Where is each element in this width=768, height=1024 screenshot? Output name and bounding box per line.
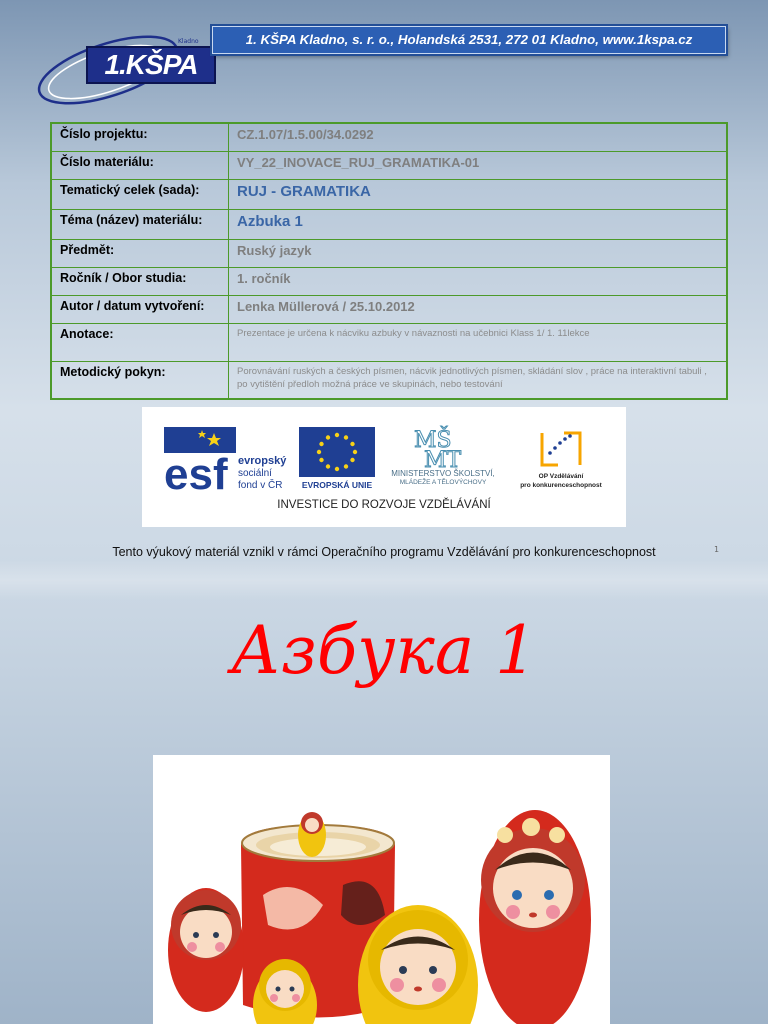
esf-logo-icon: [164, 427, 236, 491]
table-row: [51, 295, 727, 323]
svg-text:MŠ: MŠ: [414, 428, 452, 453]
table-row: [51, 323, 727, 361]
logo-text: 1.KŠPA: [86, 46, 216, 84]
esf-line1: evropský: [238, 455, 287, 467]
table-row: [51, 179, 727, 209]
row-value: Porovnávání ruských a českých písmen, nácvik jednotlivých písmen, skládání slov , práce na interaktivní tabuli , po vytištění předloh možná práce ve skupinách, nebo testování: [229, 361, 728, 399]
eu-label: EVROPSKÁ UNIE: [301, 480, 373, 490]
row-value: CZ.1.07/1.5.00/34.0292: [229, 123, 728, 151]
row-value: 1. ročník: [229, 267, 728, 295]
esf-line2: sociální: [238, 468, 272, 479]
row-label: Metodický pokyn:: [51, 361, 229, 399]
table-row: [51, 267, 727, 295]
header-contact: 1. KŠPA Kladno, s. r. o., Holandská 2531, 272 01 Kladno, www.1kspa.cz: [212, 26, 726, 54]
kspa-logo: [28, 18, 208, 108]
banner-caption: INVESTICE DO ROZVOJE VZDĚLÁVÁNÍ: [277, 499, 491, 511]
row-value: Ruský jazyk: [229, 239, 728, 267]
row-label: Ročník / Obor studia:: [51, 267, 229, 295]
row-label: Předmět:: [51, 239, 229, 267]
matryoshka-dolls-icon: [153, 755, 610, 1024]
table-row: [51, 151, 727, 179]
row-label: Anotace:: [51, 323, 229, 361]
row-value: Prezentace je určena k nácviku azbuky v návaznosti na učebnici Klass 1/ 1. 11lekce: [229, 323, 728, 361]
eu-flag-icon: [299, 427, 375, 477]
svg-text:MT: MT: [424, 448, 462, 469]
table-row: [51, 361, 727, 399]
table-row: [51, 209, 727, 239]
page-number: 1: [714, 545, 720, 554]
row-label: Téma (název) materiálu:: [51, 209, 229, 239]
msmt-line2: MLÁDEŽE A TĚLOVÝCHOVY: [399, 479, 487, 486]
op-line2: pro konkurenceschopnost: [520, 482, 602, 489]
op-vzdelavani-logo-icon: [536, 427, 586, 471]
matryoshka-photo: [153, 755, 610, 1024]
svg-text:esf: esf: [164, 450, 228, 491]
project-info-table: [50, 122, 728, 400]
row-label: Autor / datum vytvoření:: [51, 295, 229, 323]
logo-sub: Kladno: [178, 38, 199, 45]
footer-note: Tento výukový materiál vznikl v rámci Operačního programu Vzdělávání pro konkurenceschopnost: [112, 545, 656, 559]
table-row: [51, 239, 727, 267]
slide-title: Азбука 1: [230, 612, 538, 689]
row-value: Azbuka 1: [229, 209, 728, 239]
row-label: Tematický celek (sada):: [51, 179, 229, 209]
msmt-line1: MINISTERSTVO ŠKOLSTVÍ,: [391, 469, 495, 478]
slide-divider: [0, 560, 768, 600]
row-value: RUJ - GRAMATIKA: [229, 179, 728, 209]
op-line1: OP Vzdělávání: [538, 473, 584, 480]
row-label: Číslo materiálu:: [51, 151, 229, 179]
row-label: Číslo projektu:: [51, 123, 229, 151]
row-value: Lenka Müllerová / 25.10.2012: [229, 295, 728, 323]
funding-logos-banner: [142, 407, 626, 527]
row-value: VY_22_INOVACE_RUJ_GRAMATIKA-01: [229, 151, 728, 179]
msmt-logo-icon: [410, 425, 480, 469]
table-row: [51, 123, 727, 151]
esf-line3: fond v ČR: [238, 480, 283, 491]
